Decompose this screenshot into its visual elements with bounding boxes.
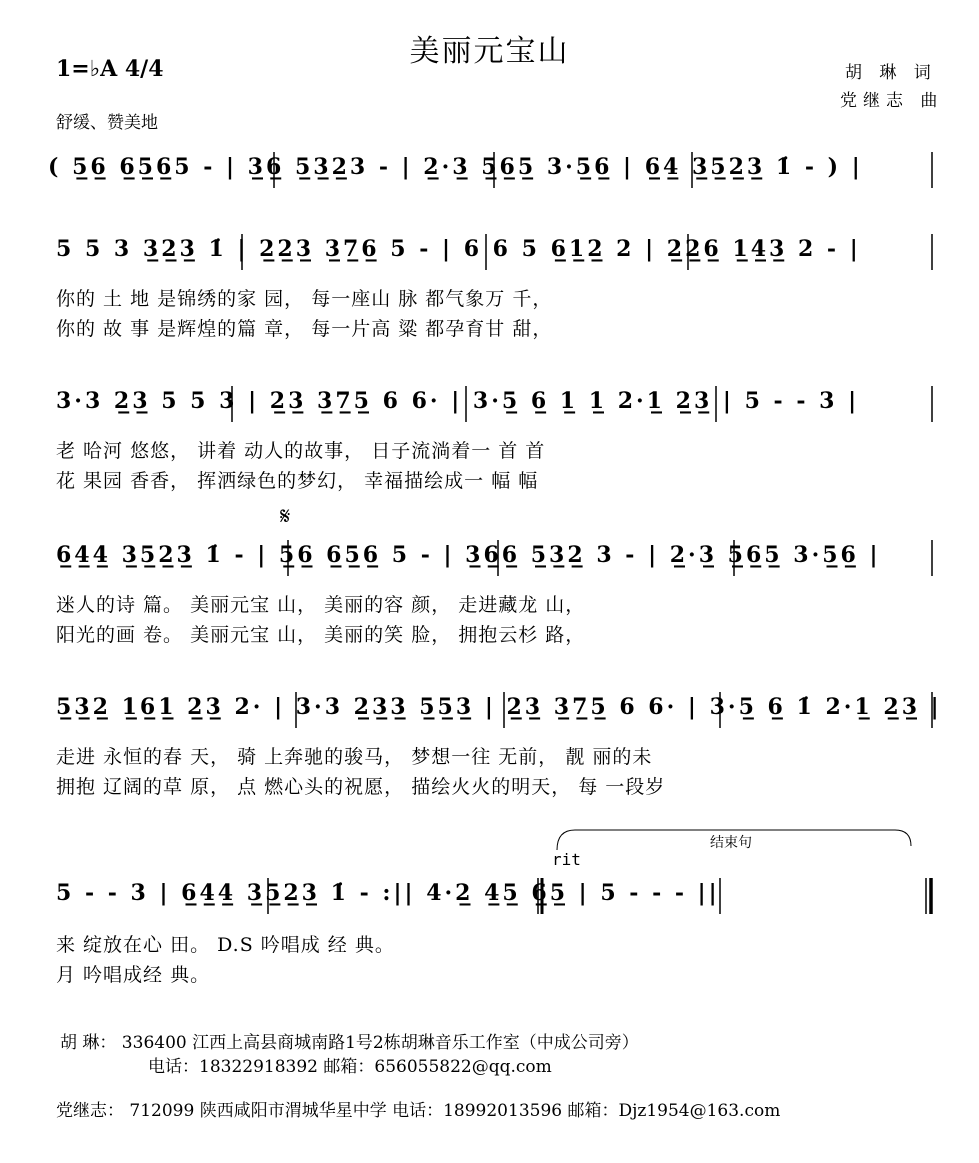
music-row-4 bbox=[46, 538, 946, 578]
notation-text: 5 5 3 3̲2̲3̲ 1̇ | 2̲2̲3̲ 3̲7̲6̲ 5 - | 6 6 5 6̲1̲2̲ 2 | 2̲2̲6̲ 1̲4̲3̲ 2 - | bbox=[56, 236, 861, 262]
composer-credit: 党继志 曲 bbox=[840, 91, 944, 111]
lyric-line: 月 吟唱成经 典。 bbox=[56, 964, 211, 986]
lyric-line: 来 绽放在心 田。 D.S 吟唱成 经 典。 bbox=[56, 934, 395, 956]
notation-text: 6̲4̲4̲ 3̲5̲2̲3̲ 1̇ - | 5̲6̲ 6̲5̲6̲ 5 - | 3̲6̲6̲ 5̲3̲2̲ 3 - | 2̲·3̲ 5̲6̲5̲ 3·5̲6̲ | bbox=[56, 542, 881, 568]
song-title: 美丽元宝山 bbox=[409, 34, 570, 69]
lyric-line: 阳光的画 卷。 美丽元宝 山， 美丽的笑 脸， 拥抱云杉 路， bbox=[56, 624, 586, 646]
segno-icon: 𝄋 bbox=[280, 502, 291, 530]
lyric-line: 拥抱 辽阔的草 原， 点 燃心头的祝愿， 描绘火火的明天， 每 一段岁 bbox=[56, 776, 666, 798]
ending-label: 结束句 bbox=[710, 835, 752, 851]
music-row-2 bbox=[46, 232, 946, 272]
music-row-6 bbox=[46, 876, 946, 916]
notation-text: ( 5̲6̲ 6̲5̲6̲5 - | 3̲6̲ 5̲3̲2̲3 - | 2̲·3̲ 5̲6̲5̲ 3·5̲6̲ | 6̲4̲ 3̲5̲2̲3̲ 1̇ - ) | bbox=[48, 154, 863, 180]
lyric-line: 你的 故 事 是辉煌的篇 章， 每一片高 粱 都孕育甘 甜， bbox=[56, 318, 553, 340]
music-row-1 bbox=[46, 150, 946, 190]
notation-text: 5 - - 3 | 6̲4̲4̲ 3̲5̲2̲3̲ 1̇ - :|| 4·2̲ 4̲5̲ 6̲5̲ | 5 - - - || bbox=[56, 880, 720, 906]
contact-composer: 党继志： 712099 陕西咸阳市渭城华星中学 电话：18992013596 邮箱：Djz1954@163.com bbox=[56, 1101, 781, 1121]
contact-lyricist-phone-email: 电话：18322918392 邮箱：656055822@qq.com bbox=[148, 1057, 552, 1077]
lyric-line: 花 果园 香香， 挥洒绿色的梦幻， 幸福描绘成一 幅 幅 bbox=[56, 470, 539, 492]
lyric-line: 迷人的诗 篇。 美丽元宝 山， 美丽的容 颜， 走进藏龙 山， bbox=[56, 594, 586, 616]
notation-text: 3·3 2̲3̲ 5 5 3 | 2̲3̲ 3̲7̲5̲ 6 6· | 3·5̲ 6̲ 1̲ 1̲ 2·1̲ 2̲3̲ | 5 - - 3 | bbox=[56, 388, 860, 414]
lyricist-credit: 胡 琳 词 bbox=[845, 63, 937, 83]
key-signature: 1=♭A 4/4 bbox=[56, 56, 164, 82]
lyric-line: 你的 土 地 是锦绣的家 园， 每一座山 脉 都气象万 千， bbox=[56, 288, 553, 310]
music-row-5 bbox=[46, 690, 946, 730]
lyric-line: 走进 永恒的春 天， 骑 上奔驰的骏马， 梦想一往 无前， 靓 丽的未 bbox=[56, 746, 653, 768]
rit-marking: rit bbox=[552, 850, 581, 869]
contact-lyricist: 胡 琳： 336400 江西上高县商城南路1号2栋胡琳音乐工作室（中成公司旁） bbox=[60, 1033, 639, 1053]
notation-text: 5̲3̲2̲ 1̲6̲1̲ 2̲3̲ 2· | 3·3 2̲3̲3̲ 5̲5̲3̲ | 2̲3̲ 3̲7̲5̲ 6 6· | 3·5̲ 6̲ 1̇ 2·1̲ 2̲3̲ | bbox=[56, 694, 942, 720]
lyric-line: 老 哈河 悠悠， 讲着 动人的故事， 日子流淌着一 首 首 bbox=[56, 440, 546, 462]
music-row-3 bbox=[46, 384, 946, 424]
tempo-marking: 舒缓、赞美地 bbox=[56, 113, 158, 133]
